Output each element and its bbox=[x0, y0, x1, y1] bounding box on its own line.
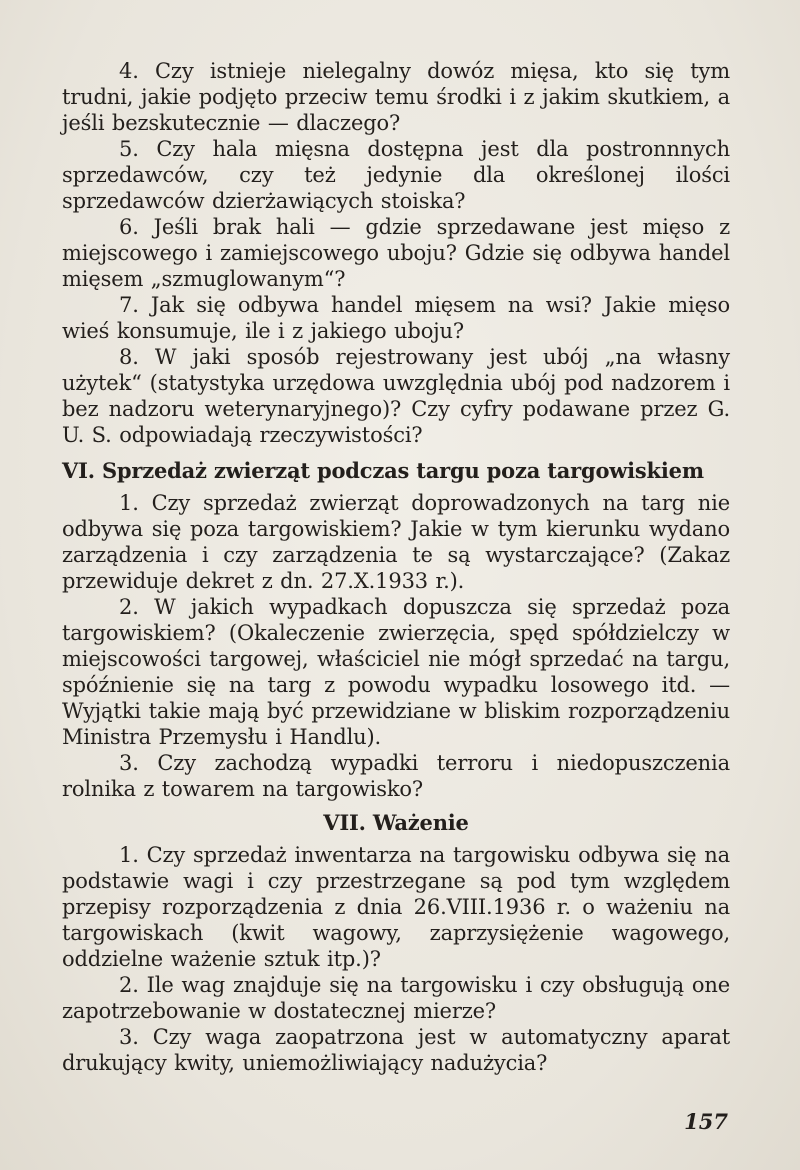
page-number: 157 bbox=[684, 1109, 728, 1134]
paragraph-vi-2: 2. W jakich wypadkach dopuszcza się sprzedaż poza targowiskiem? (Okaleczenie zwierzęcia, spęd spółdzielczy w miejscowości targowej, właściciel nie mógł sprzedać na targu, spóźnienie się na targ z powodu wypadku losowego itd. — Wyjątki takie mają być przewidziane w bliskim rozporządzeniu Ministra Przemysłu i Handlu). bbox=[62, 595, 730, 749]
section-heading-vii: VII. Ważenie bbox=[323, 810, 469, 835]
paragraph-vii-1: 1. Czy sprzedaż inwentarza na targowisku odbywa się na podstawie wagi i czy przestrzegane są pod tym względem przepisy rozporządzenia z dnia 26.VIII.1936 r. o ważeniu na targowiskach (kwit wagowy, zaprzysiężenie wagowego, oddzielne ważenie sztuk itp.)? bbox=[62, 843, 730, 971]
section-heading-vi: VI. Sprzedaż zwierząt podczas targu poza targowiskiem bbox=[62, 458, 704, 483]
paragraph-question-5: 5. Czy hala mięsna dostępna jest dla postronnnych sprzedawców, czy też jedynie dla określonej ilości sprzedawców dzierżawiących stoiska? bbox=[62, 137, 730, 213]
section-vii bbox=[62, 808, 730, 1076]
paragraph-vii-2: 2. Ile wag znajduje się na targowisku i czy obsługują one zapotrzebowanie w dostatecznej mierze? bbox=[62, 973, 730, 1023]
paragraph-question-8: 8. W jaki sposób rejestrowany jest ubój „na własny użytek“ (statystyka urzędowa uwzględnia ubój pod nadzorem i bez nadzoru weterynaryjnego)? Czy cyfry podawane przez G. U. S. odpowiadają rzeczywistości? bbox=[62, 345, 730, 447]
questions-block-meat bbox=[62, 58, 730, 448]
paragraph-vii-3: 3. Czy waga zaopatrzona jest w automatyczny aparat drukujący kwity, uniemożliwiający nadużycia? bbox=[62, 1025, 730, 1075]
paragraph-vi-3: 3. Czy zachodzą wypadki terroru i niedopuszczenia rolnika z towarem na targowisko? bbox=[62, 751, 730, 801]
section-vi bbox=[62, 456, 730, 802]
paragraph-question-7: 7. Jak się odbywa handel mięsem na wsi? Jakie mięso wieś konsumuje, ile i z jakiego uboju? bbox=[62, 293, 730, 343]
paragraph-vi-1: 1. Czy sprzedaż zwierząt doprowadzonych na targ nie odbywa się poza targowiskiem? Jakie w tym kierunku wydano zarządzenia i czy zarządzenia te są wystarczające? (Zakaz przewiduje dekret z dn. 27.X.1933 r.). bbox=[62, 491, 730, 593]
paragraph-question-6: 6. Jeśli brak hali — gdzie sprzedawane jest mięso z miejscowego i zamiejscowego uboju? Gdzie się odbywa handel mięsem „szmuglowanym“? bbox=[62, 215, 730, 291]
paragraph-question-4: 4. Czy istnieje nielegalny dowóz mięsa, kto się tym trudni, jakie podjęto przeciw temu środki i z jakim skutkiem, a jeśli bezskutecznie — dlaczego? bbox=[62, 59, 730, 135]
